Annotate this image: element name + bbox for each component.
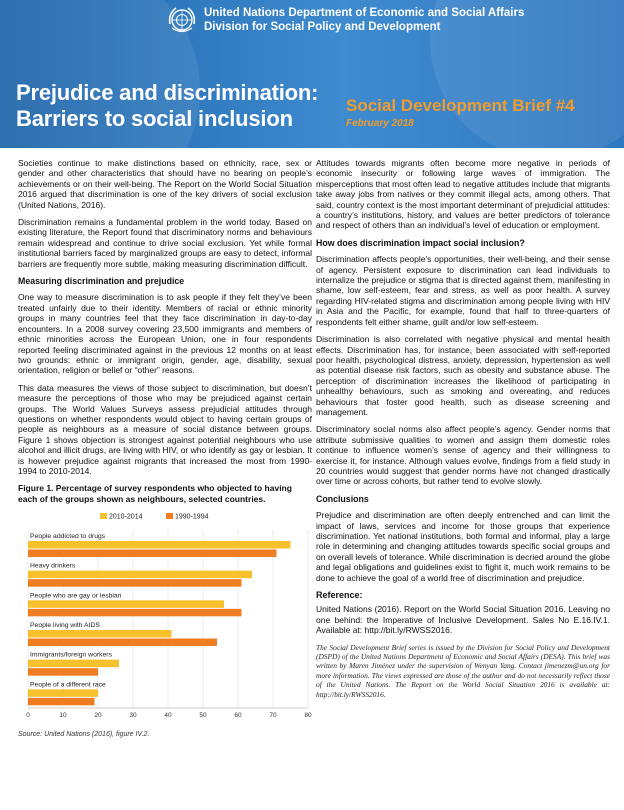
right-column <box>316 158 610 706</box>
category-label: People addicted to drugs <box>30 533 106 541</box>
paragraph: Discriminatory social norms also affect people’s agency. Gender norms that attribute submissive qualities to women and assign them domestic roles continue to influence women’s sense of agency and their willingness to exercise it, for instance. Although values evolve, findings from a field study in 20 countries would suggest that gender norms have not changed drastically over time or across cohorts, but rather tend to evolve slowly. <box>316 424 610 487</box>
x-tick-label: 20 <box>94 712 102 720</box>
category-label: Immigrants/foreign workers <box>30 651 112 659</box>
section-heading: Measuring discrimination and prejudice <box>18 276 185 287</box>
paragraph: One way to measure discrimination is to ask people if they felt they’ve been treated unfairly due to their identity. Members of racial or ethnic minority groups in many countries feel that they face discrimination in day-to-day encounters. In a 2008 survey covering 23,500 immigrants and members of ethnic minorities across the European Union, one in four respondents reported feeling discriminated against in the previous 12 months on at least two grounds: ethnic or immigrant origin, gender, age, disability, sexual orientation, religion or belief or “other” reasons. <box>18 292 312 376</box>
legend-label: 1990-1994 <box>175 513 209 521</box>
x-tick-label: 30 <box>129 712 137 720</box>
figure-source: Source: United Nations (2016), figure IV.2. <box>18 731 150 739</box>
category-label: People who are gay or lesbian <box>30 592 122 600</box>
x-tick-label: 80 <box>304 712 312 720</box>
bar <box>28 609 242 617</box>
org-line-1: United Nations Department of Economic and Social Affairs <box>204 7 525 19</box>
paragraph: Discrimination affects people’s opportunities, their well-being, and their sense of agency. Persistent exposure to discrimination can lead individuals to internalize the prejudice or stigma that is directed against them, manifesting in shame, low self-esteem, fear and stress, as well as poor health. A survey regarding HIV-related stigma and discrimination among people living with HIV in Asia and the Pacific, for example, found that half to three-quarters of respondents felt either shame, guilt and/or low self-esteem. <box>316 254 610 327</box>
bar <box>28 639 217 647</box>
paragraph: Discrimination is also correlated with negative physical and mental health effects. Discrimination has, for instance, been associated with self-reported poor health, psychological distress, anxiety, depression, hypertension as well as potential disease risk factors, such as obesity and substance abuse. The perception of discrimination increases the likelihood of participating in unhealthy behaviours, such as smoking and overeating, and reduces behaviours that foster good health, such as disease screening and management. <box>316 334 610 417</box>
page-title <box>16 80 318 132</box>
x-tick-label: 60 <box>234 712 242 720</box>
bar <box>28 579 242 587</box>
figure-title: Figure 1. Percentage of survey respondents who objected to having each of the groups shown as neighbours, selected countries. <box>18 483 292 504</box>
bar <box>28 550 277 558</box>
bar <box>28 690 98 698</box>
section-heading: How does discrimination impact social inclusion? <box>316 237 525 248</box>
x-tick-label: 0 <box>26 712 30 720</box>
header-banner <box>0 0 624 148</box>
brief-label: Social Development Brief #4 <box>346 96 575 115</box>
x-tick-label: 10 <box>59 712 67 720</box>
bar-chart <box>18 508 312 728</box>
left-column <box>18 158 312 741</box>
category-label: People of a different race <box>30 681 106 689</box>
org-name <box>204 6 524 34</box>
bar <box>28 660 119 668</box>
section-heading: Conclusions <box>316 493 369 504</box>
org-line-2: Division for Social Policy and Development <box>204 21 441 33</box>
legend-label: 2010-2014 <box>109 513 143 521</box>
paragraph: Societies continue to make distinctions based on ethnicity, race, sex or gender and other characteristics that should have no bearing on people’s achievements or on their well-being. The Report on the World Social Situation 2016 argued that discrimination is one of the key drivers of social exclusion (United Nations, 2016). <box>18 158 312 210</box>
x-tick-label: 50 <box>199 712 207 720</box>
bar <box>28 668 98 676</box>
bar <box>28 571 252 579</box>
publication-date: February 2018 <box>346 118 414 129</box>
paragraph: Discrimination remains a fundamental problem in the world today. Based on existing literature, the Report found that discriminatory norms and behaviours remain widespread and continue to drive social exclusion. Yet while formal institutional barriers faced by marginalized groups are easy to detect, informal barriers are frequently more subtle, making measuring discrimination difficult. <box>18 217 312 269</box>
title-line-1: Prejudice and discrimination: <box>16 80 319 105</box>
paragraph: Prejudice and discrimination are often deeply entrenched and can limit the impact of laws, services and income for those groups that experience discrimination. Yet national institutions, both formal and informal, play a large role in determining and changing attitudes towards specific social groups and on overall levels of tolerance. While discrimination is decried around the globe and legal obligations and guidelines exist to fight it, much work remains to be done to achieve the goal of a world free of discrimination and prejudice. <box>316 510 610 583</box>
legend-swatch <box>166 513 173 519</box>
category-label: People living with AIDS <box>30 622 100 630</box>
un-emblem-icon <box>166 4 198 36</box>
bar <box>28 601 224 609</box>
bar <box>28 698 95 706</box>
title-line-2: Barriers to social inclusion <box>16 106 293 131</box>
bar <box>28 541 291 549</box>
paragraph: Attitudes towards migrants often become more negative in periods of economic insecurity or following large waves of immigration. The misperceptions that most often lead to negative attitudes include that migrants take away jobs from natives or they commit illegal acts, among others. That said, country context is the most important determinant of prejudicial attitudes: a country’s institutions, history, and values are better predictors of tolerance and respect of others than an individual’s level of education or employment. <box>316 158 610 231</box>
reference-text: United Nations (2016). Report on the World Social Situation 2016. Leaving no one behind: the Imperative of Inclusive Development. Sales No E.16.IV.1. Available at: http://bit.ly/RWSS2016. <box>316 604 610 636</box>
x-tick-label: 40 <box>164 712 172 720</box>
chart-svg <box>18 508 312 728</box>
reference-heading: Reference: <box>316 590 363 601</box>
legend-swatch <box>100 513 107 519</box>
category-label: Heavy drinkers <box>30 562 76 570</box>
brief-note: The Social Development Brief series is issued by the Division for Social Policy and Development (DSPD) of the United Nations Department of Economic and Social Affairs (DESA). This brief was written by Maren Jiménez under the supervision of Wenyan Yang. Contact jimenezm@un.org for more information. The views expressed are those of the author and do not necessarily reflect those of the United Nations. The Report on the World Social Situation 2016 is available at: http://bit.ly/RWSS2016. <box>316 642 610 699</box>
x-tick-label: 70 <box>269 712 277 720</box>
paragraph: This data measures the views of those subject to discrimination, but doesn’t measure the perceptions of those who may be prejudiced against certain groups. The World Values Surveys assess prejudicial attitudes through questions on whether respondents would object to having certain groups of people as neighbours as a measure of social distance between groups. Figure 1 shows objection is strongest against potential neighbours who use alcohol and illicit drugs, are living with HIV, or who identify as gay or lesbian. It is however prejudice against migrants that increased the most from 1990-1994 to 2010-2014. <box>18 382 312 476</box>
bar <box>28 630 172 638</box>
